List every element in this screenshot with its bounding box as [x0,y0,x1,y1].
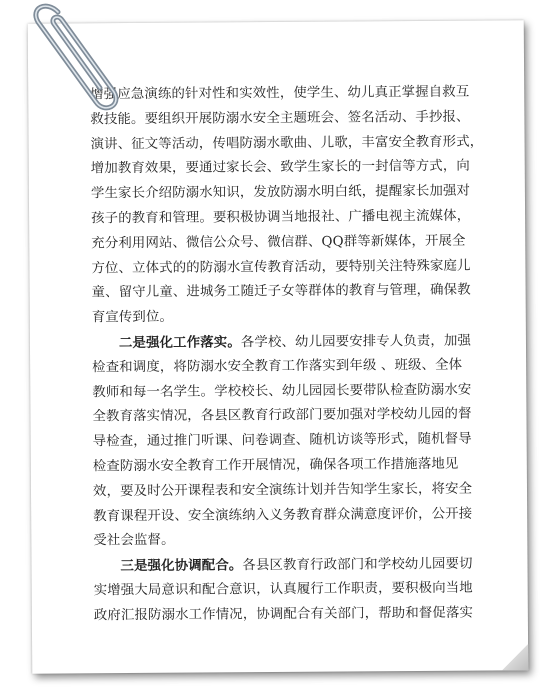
text-line: 教师和每一名学生。学校校长、幼儿园园长要带队检查防溺水安 [92,382,472,400]
text-line: 救技能。要组织开展防溺水安全主题班会、签名活动、手抄报、 [90,109,470,128]
document-body [90,80,504,628]
text-line: 政府汇报防溺水工作情况，协调配合有关部门，帮助和督促落实 [93,605,474,624]
paragraph-start-line: 二是强化工作落实。各学校、幼儿园要安排专人负责，加强 [118,333,472,352]
text-line: 孩子的教育和管理。要积极协调当地报社、广播电视主流媒体， [91,208,471,227]
text-line: 检查防溺水安全教育工作开展情况，确保各项工作措施落地见 [92,456,459,475]
text-line: 实增强大局意识和配合意识，认真履行工作职责，要积极向当地 [93,580,473,599]
paragraph-heading: 三是强化协调配合。 [120,557,243,575]
paperclip-icon [18,0,128,123]
text-line: 方位、立体式的的防溺水宣传教育活动，要特别关注特殊家庭儿 [91,258,471,276]
text-line: 演讲、征文等活动，传唱防溺水歌曲、儿歌，丰富安全教育形式， [90,134,484,152]
text-line: 效，要及时公开课程表和安全演练计划并告知学生家长，将安全 [92,481,473,500]
text-line: 学生家长介绍防溺水知识，发放防溺水明白纸，提醒家长加强对 [90,183,471,202]
text-line: 增强应急演练的针对性和实效性，使学生、幼儿真正掌握自救互 [90,84,470,103]
text-line: 导检查，通过推门听课、问卷调查、随机访谈等形式，随机督导 [92,431,472,450]
text-line: 全教育落实情况，各县区教育行政部门要加强对学校幼儿园的督 [92,407,472,425]
text-line: 受社会监督。 [93,533,175,549]
text-line: 教育课程开设、安全演练纳入义务教育群众满意度评价，公开接 [93,506,473,524]
paragraph-start-line: 三是强化协调配合。各县区教育行政部门和学校幼儿园要切 [120,556,473,575]
text-line: 增加教育效果，要通过家长会、致学生家长的一封信等方式，向 [90,159,470,177]
text-line: 检查和调度，将防溺水安全教育工作落实到年级 、班级、全体 [92,357,463,376]
text-line: 充分利用网站、微信公众号、微信群、QQ群等新媒体，开展全 [91,233,466,252]
text-line: 童、留守儿童、进城务工随迁子女等群体的教育与管理，确保教 [91,283,471,301]
paragraph-heading: 二是强化工作落实。 [118,334,241,352]
text-line: 育宣传到位。 [91,309,174,326]
